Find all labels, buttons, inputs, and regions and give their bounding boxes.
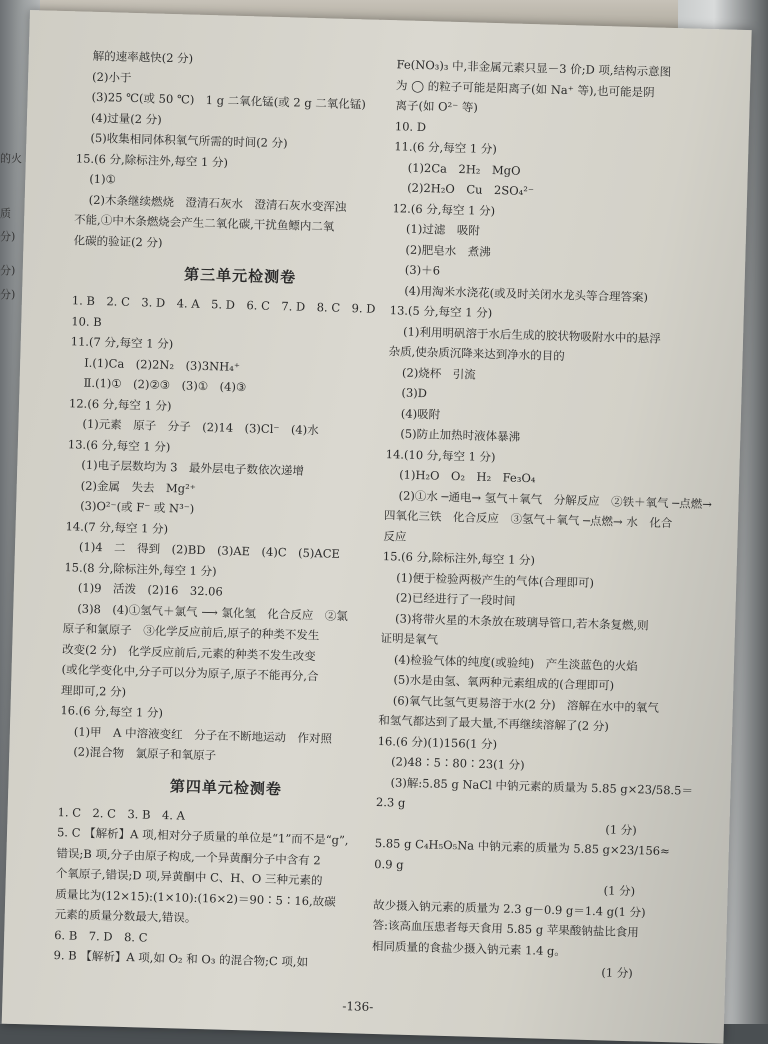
text-line: (4)吸附 <box>400 406 441 422</box>
text-line: (2)48∶5∶80∶23(1 分) <box>390 754 525 773</box>
text-line: 0.9 g <box>374 856 404 872</box>
right-block <box>371 54 727 985</box>
text-line: (1)过滤 吸附 <box>405 221 481 238</box>
text-line: 反应 <box>383 528 407 544</box>
text-line: 16.(6 分)(1)156(1 分) <box>377 733 498 751</box>
edge-text-fragment: 分) <box>0 230 16 243</box>
text-line: 12.(6 分,每空 1 分) <box>392 200 496 218</box>
text-line: 杂质,使杂质沉降来达到净水的目的 <box>388 344 565 364</box>
text-line: 6. B 7. D 8. C <box>53 927 148 945</box>
text-line: 质量比为(12×15):(1×10):(16×2)＝90∶5∶16,故碳 <box>55 886 336 909</box>
text-line: (1)利用明矾溶于水后生成的胶状物吸附水中的悬浮 <box>402 324 662 346</box>
document-page <box>2 10 752 1044</box>
left-block-1 <box>73 45 414 259</box>
left-block-2 <box>59 290 407 771</box>
text-line: Ⅱ.(1)① (2)②③ (3)① (4)③ <box>83 375 247 395</box>
page-number: -136- <box>342 999 374 1014</box>
text-line: (4)检验气体的纯度(或验纯) 产生淡蓝色的火焰 <box>393 651 638 673</box>
edge-text-fragment: 质 <box>0 207 11 220</box>
text-line: (3)8 (4)①氢气＋氯气 ⟶ 氯化氢 化合反应 ②氯 <box>77 601 349 623</box>
text-line: (2)小于 <box>91 69 132 85</box>
text-line: 和氢气都达到了最大量,不再继续溶解了(2 分) <box>378 713 610 734</box>
text-line: (2)木条继续燃烧 澄清石灰水 澄清石灰水变浑浊 <box>88 192 347 214</box>
text-line: (2)烧杯 引流 <box>401 365 477 382</box>
text-line: (3)D <box>401 385 428 401</box>
text-line: 离子(如 O²⁻ 等) <box>395 98 479 115</box>
text-line: 原子和氯原子 ③化学反应前后,原子的种类不发生 <box>62 621 320 643</box>
text-line: (1 分) <box>373 876 636 899</box>
text-line: (1 分) <box>375 815 637 837</box>
text-line: 15.(6 分,除标注外,每空 1 分) <box>382 549 536 568</box>
text-line: 化碳的验证(2 分) <box>73 232 163 250</box>
text-line: (1 分) <box>371 958 633 981</box>
text-line: (2)混合物 氯原子和氧原子 <box>73 744 217 763</box>
text-line: (2)肥皂水 煮沸 <box>405 242 491 259</box>
text-line: (5)防止加热时液体暴沸 <box>400 426 521 444</box>
text-line: (3)将带火星的木条放在玻璃导管口,若木条复燃,则 <box>394 610 649 633</box>
text-line: (3)25 ℃(或 50 ℃) 1 g 二氧化锰(或 2 g 二氧化锰) <box>91 89 367 112</box>
text-line: 不能,①中木条燃烧会产生二氧化碳,干扰鱼鳔内二氧 <box>73 212 335 234</box>
section-heading-unit4: 第四单元检测卷 <box>169 776 283 798</box>
text-line: 11.(6 分,每空 1 分) <box>394 139 498 157</box>
text-line: 14.(10 分,每空 1 分) <box>385 446 496 464</box>
text-line: 2.3 g <box>375 794 406 810</box>
left-block-3 <box>53 802 392 975</box>
text-line: (3)O²⁻(或 F⁻ 或 N³⁻) <box>79 498 195 516</box>
text-line: 个氧原子,错误;D 项,异黄酮中 C、H、O 三种元素的 <box>55 866 323 888</box>
text-line: (4)过量(2 分) <box>90 110 162 127</box>
text-line: 5.85 g C₄H₅O₅Na 中钠元素的质量为 5.85 g×23/156≈ <box>374 835 670 859</box>
text-line: 错误;B 项,分子由原子构成,一个异黄酮分子中含有 2 <box>56 845 321 867</box>
text-line: 15.(8 分,除标注外,每空 1 分) <box>64 559 217 578</box>
text-line: (3)解:5.85 g NaCl 中钠元素的质量为 5.85 g×23/58.5＝ <box>390 774 694 798</box>
text-line: 16.(6 分,每空 1 分) <box>60 703 164 720</box>
text-line: 14.(7 分,每空 1 分) <box>65 518 169 536</box>
section-heading-unit3: 第三单元检测卷 <box>183 265 297 287</box>
text-line: (1)甲 A 中溶液变红 分子在不断地运动 作对照 <box>73 724 333 746</box>
edge-text-fragment: 的火 <box>0 152 22 165</box>
text-line: 12.(6 分,每空 1 分) <box>68 395 172 413</box>
text-line: (2)金属 失去 Mg²⁺ <box>80 478 197 496</box>
text-line: (6)氧气比氢气更易溶于水(2 分) 溶解在水中的氧气 <box>392 692 660 715</box>
text-line: (4)用淘米水浇花(或及时关闭水龙头等合理答案) <box>404 283 649 304</box>
text-line: (2)①水 ─通电→ 氢气＋氧气 分解反应 ②铁＋氧气 ─点燃→ <box>398 487 713 511</box>
text-line: (1)2Ca 2H₂ MgO <box>407 160 521 178</box>
text-line: (5)水是由氢、氧两种元素组成的(合理即可) <box>393 672 615 693</box>
text-line: 1. C 2. C 3. B 4. A <box>57 804 186 823</box>
text-line: (或化学变化中,分子可以分为原子,原子不能再分,合 <box>61 662 319 684</box>
text-line: 故少摄入钠元素的质量为 2.3 g－0.9 g＝1.4 g(1 分) <box>372 897 646 920</box>
text-line: (1)电子层数均为 3 最外层电子数依次递增 <box>81 457 305 478</box>
text-line: 答:该高血压患者每天食用 5.85 g 苹果酸钠盐比食用 <box>372 917 639 940</box>
text-line: 10. B <box>71 313 102 329</box>
text-line: (1)元素 原子 分子 (2)14 (3)Cl⁻ (4)水 <box>82 416 319 438</box>
text-line: 为 ◯ 的粒子可能是阳离子(如 Na⁺ 等),也可能是阴 <box>395 77 655 99</box>
text-line: (5)收集相同体积氧气所需的时间(2 分) <box>90 130 288 151</box>
text-line: (2)已经进行了一段时间 <box>395 590 516 608</box>
edge-text-fragment: 分) <box>0 288 16 301</box>
text-line: 四氧化三铁 化合反应 ③氢气＋氧气 ─点燃→ 水 化合 <box>383 508 673 531</box>
text-line: (1)便于检验两极产生的气体(合理即可) <box>396 569 595 590</box>
text-line: 13.(5 分,每空 1 分) <box>389 303 493 321</box>
text-line: (1)H₂O O₂ H₂ Fe₃O₄ <box>398 467 536 486</box>
text-line: (1)① <box>89 171 117 187</box>
text-line: 5. C 【解析】A 项,相对分子质量的单位是“1”而不是“g”, <box>56 825 349 848</box>
text-line: 解的速率越快(2 分) <box>92 48 194 66</box>
text-line: 11.(7 分,每空 1 分) <box>70 334 174 352</box>
text-line: 1. B 2. C 3. D 4. A 5. D 6. C 7. D 8. C 9. D <box>71 293 376 316</box>
text-line: (1)4 二 得到 (2)BD (3)AE (4)C (5)ACE <box>78 539 341 561</box>
text-line: 改变(2 分) 化学反应前后,元素的种类不发生改变 <box>61 641 316 663</box>
right-column <box>371 54 727 985</box>
text-line: 10. D <box>394 118 427 134</box>
text-line: (2)2H₂O Cu 2SO₄²⁻ <box>406 180 535 199</box>
text-line: 证明是氧气 <box>380 631 439 647</box>
text-line: (3)＋6 <box>404 262 441 278</box>
text-line: 元素的质量分数最大,错误。 <box>54 907 197 925</box>
left-column <box>53 45 414 974</box>
text-line: Fe(NO₃)₃ 中,非金属元素只显－3 价;D 项,结构示意图 <box>396 57 672 79</box>
text-line: 相同质量的食盐少摄入钠元素 1.4 g。 <box>371 938 567 958</box>
text-line: 13.(6 分,每空 1 分) <box>67 436 171 454</box>
text-line: Ⅰ.(1)Ca (2)2N₂ (3)3NH₄⁺ <box>83 355 241 374</box>
text-line: 9. B 【解析】A 项,如 O₂ 和 O₃ 的混合物;C 项,如 <box>53 948 309 970</box>
text-line: (1)9 活泼 (2)16 32.06 <box>77 580 223 599</box>
text-line: 15.(6 分,除标注外,每空 1 分) <box>75 150 229 170</box>
edge-text-fragment: 分) <box>0 264 16 277</box>
text-line: 理即可,2 分) <box>60 682 127 699</box>
